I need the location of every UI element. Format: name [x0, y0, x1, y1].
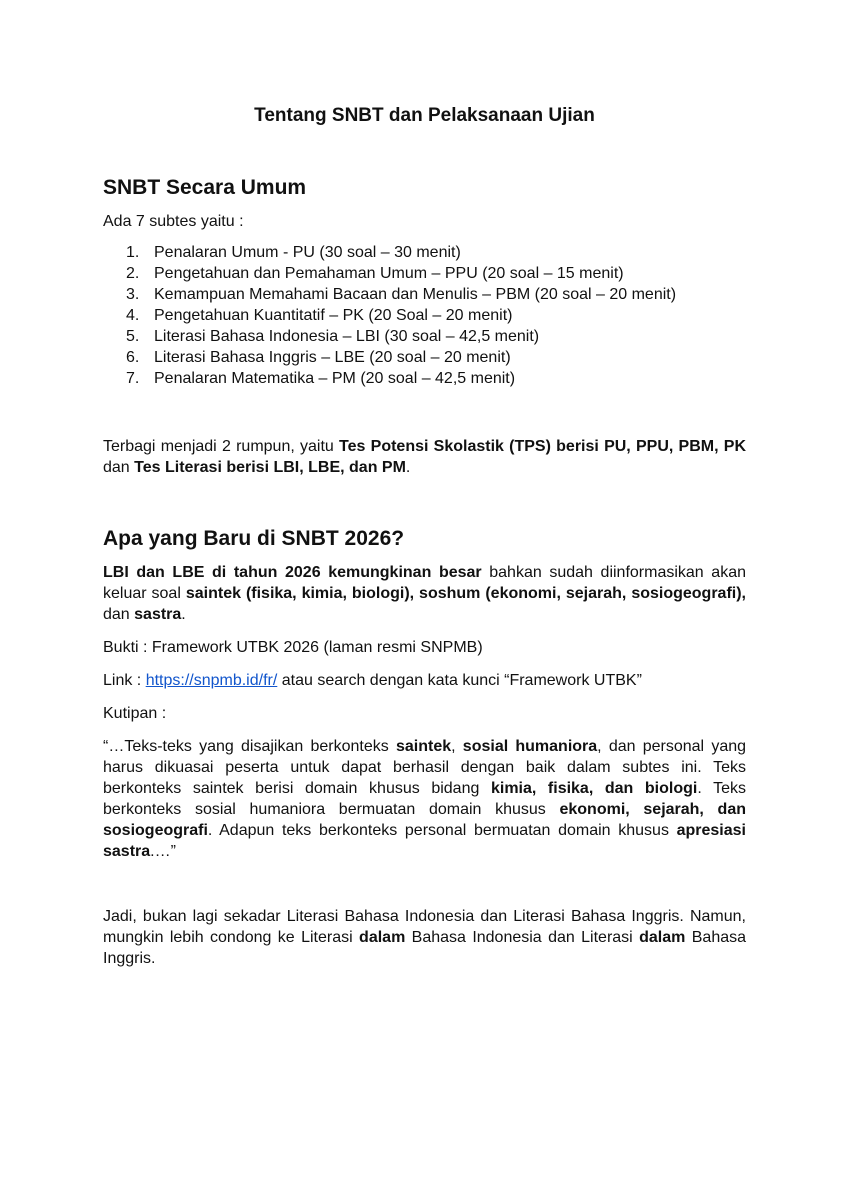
text-run: . — [405, 459, 411, 476]
list-item — [126, 305, 676, 326]
bukti-line: Bukti : Framework UTBK 2026 (laman resmi SNPMB) — [103, 639, 483, 656]
list-item — [126, 326, 676, 347]
bold-run: dalam — [359, 929, 406, 946]
text-run: , dan personal yang harus dikuasai peserta untuk dapat berhasil dengan baik dalam subtes ini. Teks berkonteks saintek berisi domain khusus bidang — [103, 738, 747, 797]
list-number: 3. — [126, 286, 140, 303]
list-number: 2. — [126, 265, 140, 282]
text-run: atau search dengan kata kunci “Framework UTBK” — [277, 672, 642, 689]
list-number: 1. — [126, 244, 140, 261]
list-item — [126, 242, 676, 263]
subtests-intro: Ada 7 subtes yaitu : — [103, 213, 244, 230]
list-item — [126, 347, 676, 368]
list-item-text: Pengetahuan Kuantitatif – PK (20 Soal – 20 menit) — [154, 307, 513, 324]
list-item — [126, 263, 676, 284]
list-number: 7. — [126, 370, 140, 387]
quote-paragraph — [103, 736, 746, 862]
list-number: 5. — [126, 328, 140, 345]
list-number: 4. — [126, 307, 140, 324]
bold-run: saintek (fisika, kimia, biologi), soshum (ekonomi, sejarah, sosiogeografi), — [185, 585, 746, 602]
lbi-lbe-paragraph — [103, 562, 746, 625]
list-item-text: Pengetahuan dan Pemahaman Umum – PPU (20 soal – 15 menit) — [154, 265, 624, 282]
rumpun-paragraph — [103, 436, 746, 478]
list-item-text: Penalaran Matematika – PM (20 soal – 42,5 menit) — [154, 370, 516, 387]
text-run: Jadi, bukan lagi sekadar Literasi Bahasa Indonesia dan Literasi Bahasa Inggris. Namun, mungkin lebih condong ke Literasi — [103, 908, 746, 946]
list-item-text: Literasi Bahasa Indonesia – LBI (30 soal – 42,5 menit) — [154, 328, 540, 345]
document-title: Tentang SNBT dan Pelaksanaan Ujian — [254, 105, 595, 126]
text-run: bahkan sudah diinformasikan akan keluar soal — [103, 564, 746, 602]
bold-run: Tes Potensi Skolastik (TPS) berisi PU, PPU, PBM, PK — [339, 438, 747, 455]
bold-run: kimia, fisika, dan biologi — [490, 780, 698, 797]
bold-run: LBI dan LBE di tahun 2026 kemungkinan besar — [103, 564, 482, 581]
text-run: Link : — [103, 672, 146, 689]
list-item — [126, 284, 677, 305]
text-run: . Teks berkonteks sosial humaniora bermuatan domain khusus — [103, 780, 746, 818]
list-item-text: Penalaran Umum - PU (30 soal – 30 menit) — [154, 244, 461, 261]
text-run: Bahasa Inggris. — [103, 929, 747, 967]
bold-run: Tes Literasi berisi LBI, LBE, dan PM — [134, 459, 406, 476]
bold-run: apresiasi sastra — [103, 822, 746, 860]
text-run: Terbagi menjadi 2 rumpun, yaitu — [103, 438, 340, 455]
bold-run: saintek — [395, 738, 452, 755]
snpmb-link[interactable]: https://snpmb.id/fr/ — [145, 672, 278, 689]
subtests-list — [103, 242, 676, 389]
conclusion-paragraph — [103, 906, 746, 969]
text-run: dan — [103, 459, 135, 476]
text-run: . Adapun teks berkonteks personal bermuatan domain khusus — [207, 822, 677, 839]
kutipan-label: Kutipan : — [103, 705, 167, 722]
list-item-text: Literasi Bahasa Inggris – LBE (20 soal – 20 menit) — [154, 349, 511, 366]
list-item-text: Kemampuan Memahami Bacaan dan Menulis – PBM (20 soal – 20 menit) — [154, 286, 677, 303]
bold-run: dalam — [639, 929, 686, 946]
text-run: “…Teks-teks yang disajikan berkonteks — [103, 738, 396, 755]
bold-run: ekonomi, sejarah, dan sosiogeografi — [103, 801, 746, 839]
text-run: . — [181, 606, 186, 623]
link-line — [103, 670, 642, 691]
list-number: 6. — [126, 349, 140, 366]
text-run: , — [451, 738, 463, 755]
text-run: Bahasa Indonesia dan Literasi — [405, 929, 640, 946]
section-heading-snbt-umum: SNBT Secara Umum — [103, 176, 307, 199]
section-heading-snbt-2026: Apa yang Baru di SNBT 2026? — [103, 527, 405, 550]
bold-run: sastra — [134, 606, 182, 623]
text-run: dan — [103, 606, 135, 623]
list-item — [126, 368, 676, 389]
text-run: .…” — [150, 843, 176, 860]
bold-run: sosial humaniora — [462, 738, 598, 755]
